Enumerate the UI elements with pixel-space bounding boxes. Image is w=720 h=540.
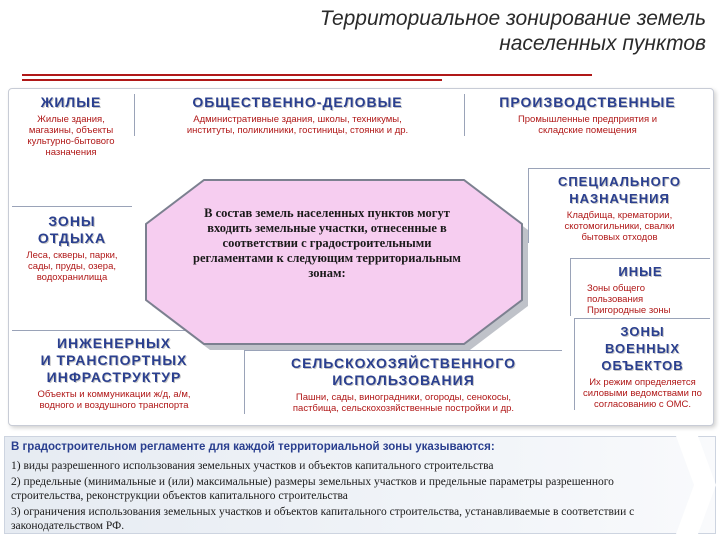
zone-special-heading-1: СПЕЦИАЛЬНОГО [557, 174, 682, 189]
center-octagon [138, 162, 530, 358]
zone-industrial [464, 94, 710, 136]
zone-other-description: Зоны общего пользования Пригородные зоны [587, 283, 671, 316]
zone-agricultural-description: Пашни, сады, виноградники, огороды, сенокосы, пастбища, сельскохозяйственные постройки и др. [292, 392, 515, 414]
zone-agricultural-heading-1: СЕЛЬСКОХОЗЯЙСТВЕННОГО [291, 355, 516, 371]
zone-public-business-description: Административные здания, школы, техникумы, институты, поликлиники, гостиницы, стоянки и др. [186, 114, 409, 136]
zone-special [528, 168, 710, 243]
regulation-title: В градостроительном регламенте для каждой территориальной зоны указываются: [11, 441, 495, 453]
regulation-box [4, 436, 716, 534]
zone-agricultural [244, 350, 562, 414]
zone-residential-heading: ЖИЛЫЕ [40, 94, 102, 110]
regulation-item-1: 1) виды разрешенного использования земельных участков и объектов капитального строительства [11, 460, 494, 472]
title-line-1: Территориальное зонирование земель [319, 7, 706, 30]
title-rule-bottom [22, 79, 442, 81]
zone-recreation-heading-2: ОТДЫХА [37, 230, 107, 246]
zone-recreation-heading-1: ЗОНЫ [48, 213, 96, 229]
zone-recreation [12, 206, 132, 283]
zone-residential-description: Жилые здания, магазины, объекты культурно-бытового назначения [27, 114, 115, 158]
regulation-arrow-icon [676, 436, 716, 534]
zone-industrial-heading: ПРОИЗВОДСТВЕННЫЕ [499, 94, 676, 110]
zone-military-heading-3: ОБЪЕКТОВ [601, 358, 684, 373]
regulation-item-3: 3) ограничения использования земельных участков и объектов капитального строительства, устанавливаемые в соответствии с законодательством РФ. [11, 506, 635, 532]
title-line-2: населенных пунктов [499, 32, 706, 55]
zone-other [570, 258, 710, 316]
zone-public-business [134, 94, 460, 136]
title-rule-top [22, 74, 592, 76]
slide-title [206, 6, 706, 56]
zone-military [574, 318, 710, 410]
zone-special-description: Кладбища, крематории, скотомогильники, свалки бытовых отходов [564, 210, 675, 243]
zone-recreation-description: Леса, скверы, парки, сады, пруды, озера, водохранилища [26, 250, 118, 283]
zone-military-heading-1: ЗОНЫ [620, 324, 665, 339]
zone-residential [12, 94, 130, 158]
zone-military-description: Их режим определяется силовыми ведомствами по согласованию с ОМС. [583, 377, 702, 410]
zone-other-heading: ИНЫЕ [618, 264, 663, 279]
zone-engineering-heading-1: ИНЖЕНЕРНЫХ [56, 335, 172, 351]
zone-agricultural-heading-2: ИСПОЛЬЗОВАНИЯ [332, 372, 475, 388]
zone-engineering-heading-3: ИНФРАСТРУКТУР [46, 369, 182, 385]
zone-military-heading-2: ВОЕННЫХ [604, 341, 681, 356]
zone-public-business-heading: ОБЩЕСТВЕННО-ДЕЛОВЫЕ [192, 94, 403, 110]
zone-special-heading-2: НАЗНАЧЕНИЯ [569, 191, 670, 206]
zone-industrial-description: Промышленные предприятия и складские помещения [517, 114, 658, 136]
regulation-item-2: 2) предельные (минимальные и (или) максимальные) размеры земельных участков и предельные параметры разрешенного строительства, реконструкции объектов капитального строительства [11, 476, 614, 502]
center-text: В состав земель населенных пунктов могут входить земельные участки, отнесенные в соответствии с градостроительными регламентами к следующим территориальным зонам: [193, 206, 461, 280]
zone-engineering-heading-2: И ТРАНСПОРТНЫХ [40, 352, 188, 368]
zone-engineering-description: Объекты и коммуникации ж/д, а/м, водного и воздушного транспорта [37, 389, 191, 411]
